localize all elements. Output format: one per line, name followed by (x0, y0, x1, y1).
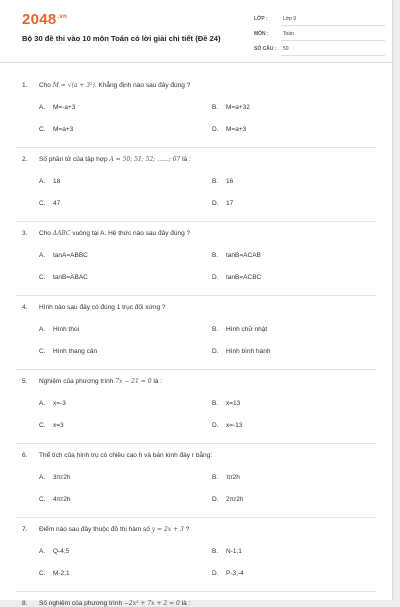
option-text: tanB=ACAB (226, 252, 261, 259)
option-letter: B. (212, 474, 219, 481)
option-letter: D. (212, 496, 219, 503)
math-expression: −2x² + 7x + 2 = 0 (123, 600, 180, 607)
option-text: N-1;1 (226, 548, 242, 555)
option-text: tanB=ACBC (226, 274, 262, 281)
document-title: Bộ 30 đề thi vào 10 môn Toán có lời giải chi tiết (Đề 24) (22, 34, 221, 43)
question-number: 7. (22, 526, 28, 533)
option-text: 4πr2h (53, 496, 71, 503)
meta-class-key: LỚP : (254, 16, 268, 22)
option-text: 2πr2h (226, 496, 244, 503)
answer-option-d[interactable] (212, 274, 261, 281)
option-text: M-2;1 (53, 570, 70, 577)
option-text: M=a+3 (53, 126, 74, 133)
option-letter: D. (212, 200, 219, 207)
option-letter: D. (212, 570, 219, 577)
option-text: Hình bình hành (226, 348, 271, 355)
question-number: 6. (22, 452, 28, 459)
option-letter: C. (39, 570, 46, 577)
answer-option-a[interactable] (39, 400, 66, 407)
answer-option-d[interactable] (212, 496, 244, 503)
option-letter: C. (39, 200, 46, 207)
option-text: x=-13 (226, 422, 243, 429)
option-text: Q-4;5 (53, 548, 70, 555)
option-letter: B. (212, 548, 219, 555)
math-expression: ΔABC (52, 230, 71, 237)
option-text: x=-3 (53, 400, 66, 407)
answer-option-c[interactable] (39, 274, 88, 281)
answer-option-d[interactable] (212, 200, 233, 207)
option-letter: A. (39, 326, 46, 333)
meta-class-value: Lớp 9 (283, 16, 297, 22)
option-letter: B. (212, 326, 219, 333)
option-text: Hình chữ nhật (226, 326, 268, 333)
option-text: x=13 (226, 400, 241, 407)
answer-option-a[interactable] (39, 178, 60, 185)
answer-option-a[interactable] (39, 252, 88, 259)
option-letter: B. (212, 178, 219, 185)
option-letter: C. (39, 422, 46, 429)
answer-option-a[interactable] (39, 326, 79, 333)
option-letter: D. (212, 348, 219, 355)
option-letter: B. (212, 104, 219, 111)
answer-option-b[interactable] (212, 474, 240, 481)
answer-option-d[interactable] (212, 570, 244, 577)
option-letter: A. (39, 548, 46, 555)
question-text: Nghiệm của phương trình 7x − 21 = 0 là : (39, 378, 163, 385)
meta-count-key: SỐ CÂU : (254, 46, 277, 52)
option-text: 18 (53, 178, 61, 185)
meta-subject-key: MÔN : (254, 31, 269, 37)
answer-option-b[interactable] (212, 178, 233, 185)
option-text: 16 (226, 178, 234, 185)
answer-option-a[interactable] (39, 474, 71, 481)
option-text: 47 (53, 200, 61, 207)
question-text: Cho M = √(a + 3²). Khẳng định nào sau đây đúng ? (39, 82, 191, 89)
option-letter: C. (39, 348, 46, 355)
option-text: πr2h (226, 474, 240, 481)
option-letter: A. (39, 252, 46, 259)
option-letter: B. (212, 400, 219, 407)
option-letter: C. (39, 274, 46, 281)
question-text: Số phần tử của tập hợp A = 50; 51; 52; ......; 67 là : (39, 156, 191, 163)
option-text: tanB=ABAC (53, 274, 88, 281)
answer-option-c[interactable] (39, 200, 60, 207)
option-text: 17 (226, 200, 234, 207)
page-header (0, 0, 392, 63)
answer-option-a[interactable] (39, 104, 75, 111)
option-letter: C. (39, 126, 46, 133)
answer-option-c[interactable] (39, 422, 64, 429)
question-number: 2. (22, 156, 28, 163)
option-letter: A. (39, 104, 46, 111)
math-expression: M = √(a + 3²) (52, 82, 95, 89)
question-number: 3. (22, 230, 28, 237)
answer-option-d[interactable] (212, 126, 246, 133)
option-text: 3πr2h (53, 474, 71, 481)
option-letter: B. (212, 252, 219, 259)
answer-option-a[interactable] (39, 548, 69, 555)
question-text: Số nghiệm của phương trình −2x² + 7x + 2 = 0 là : (39, 600, 191, 607)
answer-option-b[interactable] (212, 400, 240, 407)
question-text: Cho ΔABC vuông tại A. Hệ thức nào sau đây đúng ? (39, 230, 191, 237)
option-text: Hình thoi (53, 326, 80, 333)
option-letter: C. (39, 496, 46, 503)
answer-option-b[interactable] (212, 104, 250, 111)
math-expression: y = 2x + 3 (151, 526, 184, 533)
answer-option-d[interactable] (212, 422, 242, 429)
math-expression: 7x − 21 = 0 (115, 378, 152, 385)
option-text: Hình thang cân (53, 348, 98, 355)
answer-option-c[interactable] (39, 126, 73, 133)
answer-option-c[interactable] (39, 496, 71, 503)
option-letter: D. (212, 422, 219, 429)
meta-subject-value: Toán (283, 31, 294, 37)
option-letter: D. (212, 126, 219, 133)
option-text: M=a+32 (226, 104, 250, 111)
site-logo[interactable]: $2048^{.vn}$ (22, 11, 68, 28)
question-number: 5. (22, 378, 28, 385)
option-letter: D. (212, 274, 219, 281)
question-text: Thể tích của hình trụ có chiều cao h và bán kính đáy r bằng: (39, 452, 213, 459)
question-text: Điểm nào sau đây thuộc đồ thị hàm số y = 2x + 3 ? (39, 526, 190, 533)
answer-option-c[interactable] (39, 348, 97, 355)
option-text: M=-a+3 (53, 104, 76, 111)
answer-option-b[interactable] (212, 252, 261, 259)
question-number: 1. (22, 82, 28, 89)
option-text: tanA=ABBC (53, 252, 88, 259)
answer-option-b[interactable] (212, 326, 267, 333)
option-letter: A. (39, 400, 46, 407)
answer-option-d[interactable] (212, 348, 270, 355)
question-text: Hình nào sau đây có đúng 1 trục đối xứng ? (39, 304, 166, 311)
option-text: x=3 (53, 422, 64, 429)
option-text: P-3;-4 (226, 570, 244, 577)
answer-option-c[interactable] (39, 570, 70, 577)
question-number: 8. (22, 600, 28, 607)
option-letter: A. (39, 474, 46, 481)
option-letter: A. (39, 178, 46, 185)
math-expression: A = 50; 51; 52; ......; 67 (109, 156, 181, 163)
answer-option-b[interactable] (212, 548, 242, 555)
option-text: M=a+3 (226, 126, 247, 133)
question-number: 4. (22, 304, 28, 311)
meta-count-value: 50 (283, 46, 289, 52)
